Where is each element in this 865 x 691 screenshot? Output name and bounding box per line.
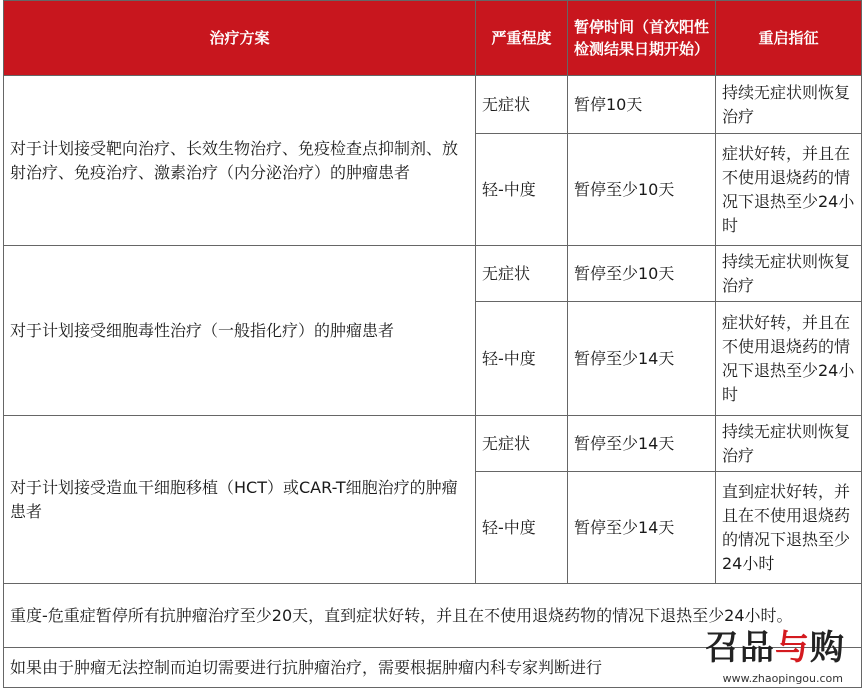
watermark-url: www.zhaopingou.com xyxy=(722,672,843,685)
pause-cell: 暂停10天 xyxy=(568,76,716,134)
table-row xyxy=(4,76,862,134)
pause-cell: 暂停至少14天 xyxy=(568,416,716,472)
severity-cell: 无症状 xyxy=(476,76,568,134)
plan-cell: 对于计划接受细胞毒性治疗（一般指化疗）的肿瘤患者 xyxy=(4,246,476,416)
severity-cell: 轻-中度 xyxy=(476,472,568,584)
restart-cell: 直到症状好转，并且在不使用退烧药的情况下退热至少24小时 xyxy=(716,472,862,584)
restart-cell: 持续无症状则恢复治疗 xyxy=(716,246,862,302)
watermark-text-end: 购 xyxy=(810,628,845,668)
treatment-pause-table xyxy=(3,0,862,688)
plan-cell: 对于计划接受造血干细胞移植（HCT）或CAR-T细胞治疗的肿瘤患者 xyxy=(4,416,476,584)
restart-cell: 症状好转，并且在不使用退烧药的情况下退热至少24小时 xyxy=(716,302,862,416)
pause-cell: 暂停至少14天 xyxy=(568,302,716,416)
watermark-text-main: 召品 xyxy=(705,628,775,668)
table-row xyxy=(4,246,862,302)
watermark-text-accent: 与 xyxy=(775,628,810,668)
uncontrolled-note: 如果由于肿瘤无法控制而迫切需要进行抗肿瘤治疗，需要根据肿瘤内科专家判断进行 xyxy=(4,648,862,688)
header-pause-time: 暂停时间（首次阳性检测结果日期开始） xyxy=(568,1,716,76)
restart-cell: 持续无症状则恢复治疗 xyxy=(716,76,862,134)
severity-cell: 无症状 xyxy=(476,416,568,472)
severity-cell: 轻-中度 xyxy=(476,134,568,246)
header-plan: 治疗方案 xyxy=(4,1,476,76)
table-header-row xyxy=(4,1,862,76)
pause-cell: 暂停至少10天 xyxy=(568,134,716,246)
severe-note: 重度-危重症暂停所有抗肿瘤治疗至少20天，直到症状好转，并且在不使用退烧药物的情况下退热至少24小时。 xyxy=(4,584,862,648)
pause-cell: 暂停至少14天 xyxy=(568,472,716,584)
restart-cell: 持续无症状则恢复治疗 xyxy=(716,416,862,472)
header-restart: 重启指征 xyxy=(716,1,862,76)
severity-cell: 无症状 xyxy=(476,246,568,302)
site-watermark-logo xyxy=(705,620,845,669)
header-severity: 严重程度 xyxy=(476,1,568,76)
table-row xyxy=(4,416,862,472)
restart-cell: 症状好转，并且在不使用退烧药的情况下退热至少24小时 xyxy=(716,134,862,246)
plan-cell: 对于计划接受靶向治疗、长效生物治疗、免疫检查点抑制剂、放射治疗、免疫治疗、激素治疗（内分泌治疗）的肿瘤患者 xyxy=(4,76,476,246)
pause-cell: 暂停至少10天 xyxy=(568,246,716,302)
severity-cell: 轻-中度 xyxy=(476,302,568,416)
